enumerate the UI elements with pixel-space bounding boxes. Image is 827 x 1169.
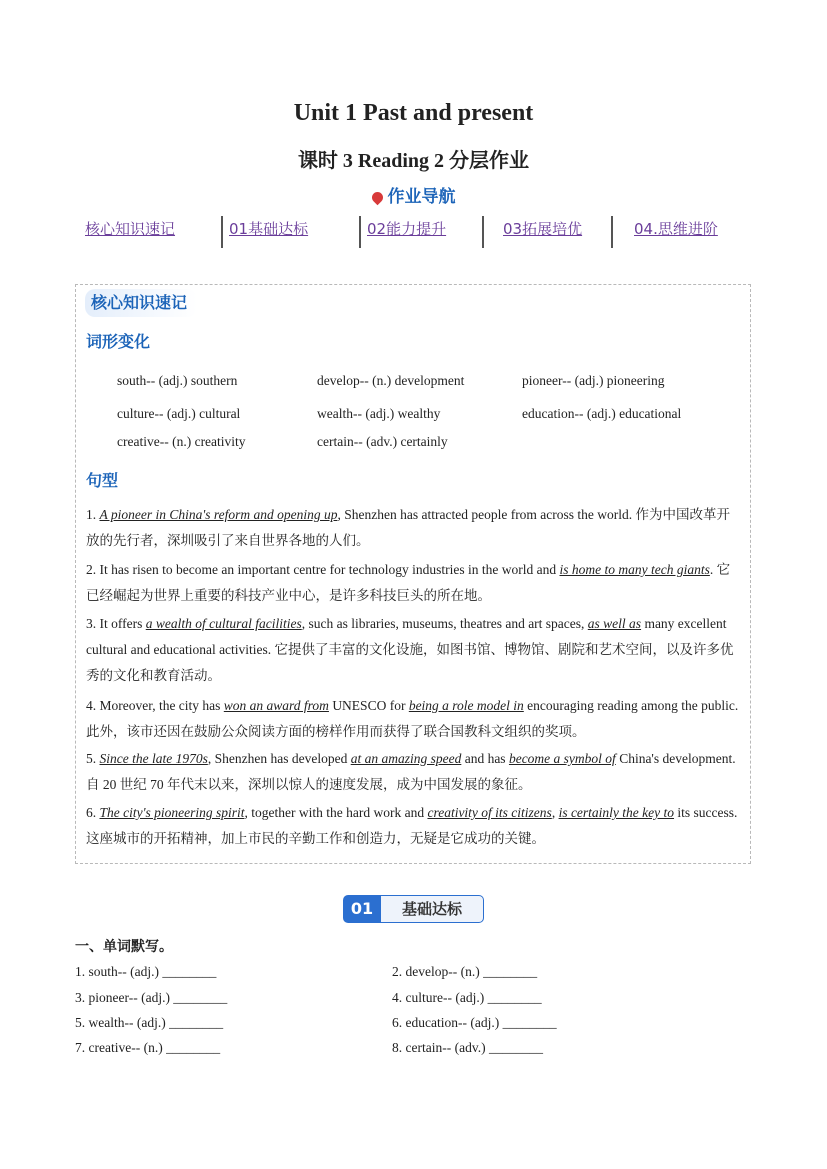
nav-divider — [611, 216, 613, 248]
word-form-item: education-- (adj.) educational — [522, 406, 682, 421]
question-item: 1. south-- (adj.) ________ — [75, 964, 217, 979]
word-forms-heading: 词形变化 — [86, 332, 151, 351]
question-item: 5. wealth-- (adj.) ________ — [75, 1015, 224, 1030]
question-item: 7. creative-- (n.) ________ — [75, 1040, 221, 1055]
key-phrase: become a symbol of — [508, 751, 616, 766]
nav-link-advanced[interactable]: 04.思维进阶 — [634, 220, 718, 238]
homework-nav — [74, 214, 754, 250]
nav-heading-label: 作业导航 — [387, 187, 456, 207]
key-phrase: is certainly the key to — [558, 805, 675, 820]
section-badge-label: 基础达标 — [381, 895, 484, 923]
question-item: 2. develop-- (n.) ________ — [392, 964, 538, 979]
word-form-item: develop-- (n.) development — [317, 373, 465, 388]
page-subtitle: 课时 3 Reading 2 分层作业 — [297, 150, 530, 172]
key-phrase: is home to many tech giants — [559, 562, 710, 577]
nav-divider — [221, 216, 223, 248]
question-item: 6. education-- (adj.) ________ — [392, 1015, 557, 1030]
word-form-item: pioneer-- (adj.) pioneering — [522, 373, 665, 388]
page-title: Unit 1 Past and present — [293, 100, 534, 126]
sentence-pattern-3: 3. It offers a wealth of cultural facilities, such as libraries, museums, theatres and art spaces, as well as many excellent cultural and educational activities. 它提供了丰富的文化设施，如图书馆、博物馆、剧院和艺术空间，以及许多优秀的文化和教育活动。 — [86, 616, 734, 683]
location-pin-icon — [369, 190, 385, 206]
nav-link-improve[interactable]: 02能力提升 — [367, 220, 447, 238]
sentence-patterns-heading: 句型 — [86, 471, 119, 490]
key-phrase: as well as — [587, 616, 642, 631]
key-phrase: creativity of its citizens — [427, 805, 552, 820]
key-phrase: The city's pioneering spirit — [99, 805, 245, 820]
key-phrase: won an award from — [223, 698, 329, 713]
sentence-pattern-6: 6. The city's pioneering spirit, together with the hard work and creativity of its citizens, is certainly the key to its success. 这座城市的开拓精神，加上市民的辛勤工作和创造力，无疑是它成功的关键。 — [86, 805, 738, 846]
question-heading: 一、单词默写。 — [75, 939, 173, 955]
word-form-item: culture-- (adj.) cultural — [117, 406, 241, 421]
sentence-pattern-1: 1. A pioneer in China's reform and opening up, Shenzhen has attracted people from across the world. 作为中国改革开放的先行者，深圳吸引了来自世界各地的人们。 — [86, 507, 731, 548]
key-phrase: Since the late 1970s — [99, 751, 208, 766]
nav-divider — [482, 216, 484, 248]
section-badge-number: 01 — [343, 895, 381, 923]
sentence-pattern-5: 5. Since the late 1970s, Shenzhen has developed at an amazing speed and has become a symbol of China's development. 自 20 世纪 70 年代末以来，深圳以惊人的速度发展，成为中国发展的象征。 — [86, 751, 736, 792]
key-phrase: A pioneer in China's reform and opening up — [99, 507, 338, 522]
key-phrase: a wealth of cultural facilities — [145, 616, 302, 631]
word-form-item: creative-- (n.) creativity — [117, 434, 246, 449]
nav-heading — [0, 182, 827, 207]
core-knowledge-title: 核心知识速记 — [85, 289, 197, 317]
sentence-pattern-4: 4. Moreover, the city has won an award from UNESCO for being a role model in encouraging reading among the public. 此外，该市还因在鼓励公众阅读方面的榜样作用而获得了联合国教科文组织的奖项。 — [86, 698, 739, 739]
nav-link-extend[interactable]: 03拓展培优 — [503, 220, 583, 238]
sentence-pattern-2: 2. It has risen to become an important centre for technology industries in the world and is home to many tech giants. 它已经崛起为世界上重要的科技产业中心，是许多科技巨头的所在地。 — [86, 562, 731, 603]
question-item: 4. culture-- (adj.) ________ — [392, 990, 542, 1005]
word-form-item: certain-- (adv.) certainly — [317, 434, 448, 449]
key-phrase: at an amazing speed — [350, 751, 462, 766]
word-form-item: south-- (adj.) southern — [117, 373, 238, 388]
word-form-item: wealth-- (adj.) wealthy — [317, 406, 441, 421]
nav-link-basic[interactable]: 01基础达标 — [229, 220, 309, 238]
question-item: 3. pioneer-- (adj.) ________ — [75, 990, 228, 1005]
question-item: 8. certain-- (adv.) ________ — [392, 1040, 543, 1055]
nav-link-core-knowledge[interactable]: 核心知识速记 — [85, 220, 176, 238]
nav-divider — [359, 216, 361, 248]
key-phrase: being a role model in — [408, 698, 524, 713]
